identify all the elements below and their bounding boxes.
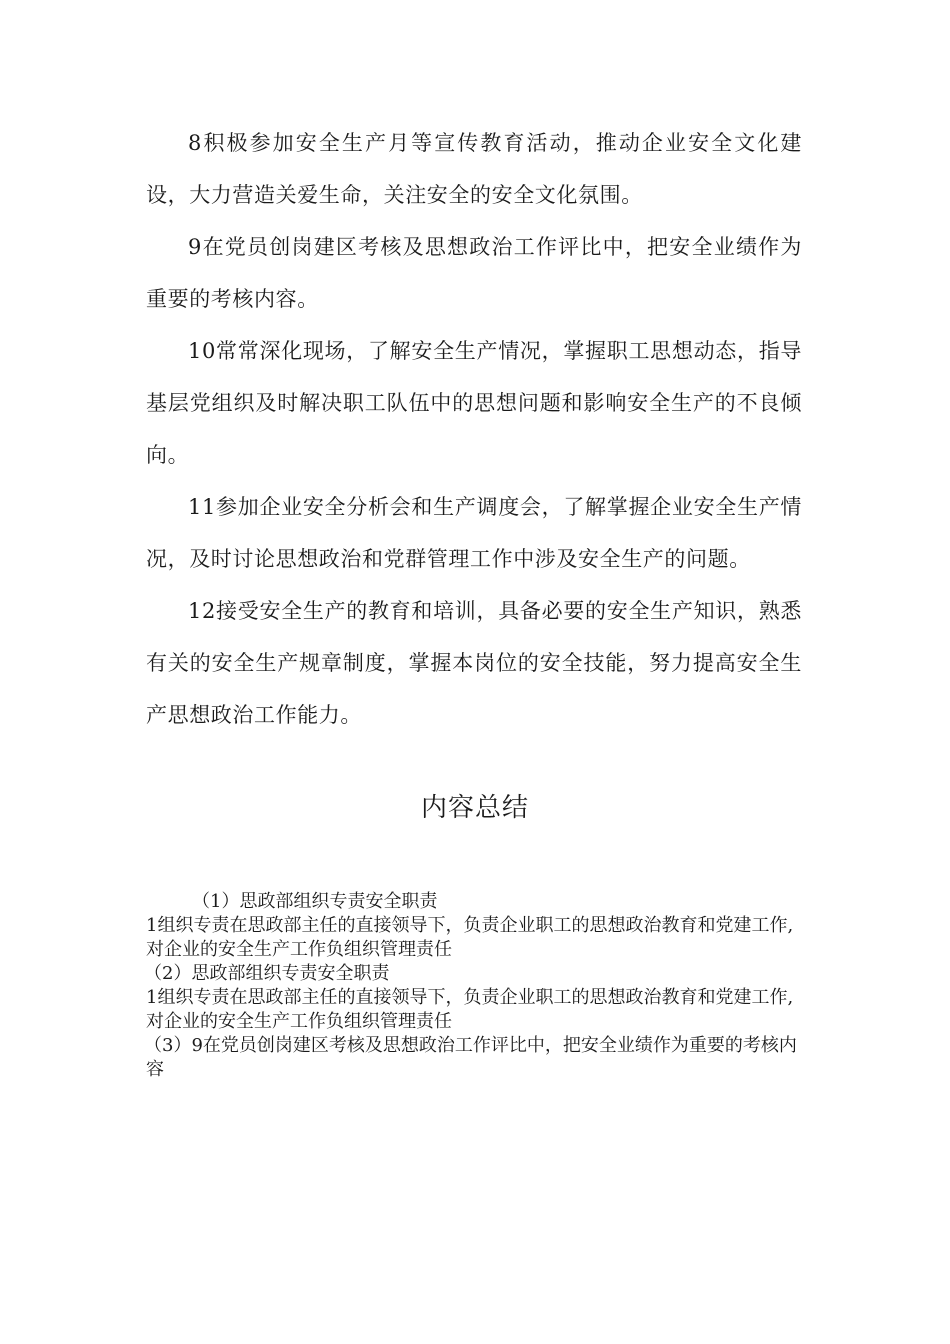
summary-line-2: 1组织专责在思政部主任的直接领导下，负责企业职工的思想政治教育和党建工作,对企业的安全生产工作负组织管理责任	[146, 915, 794, 960]
summary-line-1: （1）思政部组织专责安全职责	[192, 891, 438, 912]
body-text	[146, 117, 802, 741]
summary-line-4: 1组织专责在思政部主任的直接领导下，负责企业职工的思想政治教育和党建工作,对企业的安全生产工作负组织管理责任	[146, 987, 794, 1032]
paragraph-item-9: 9在党员创岗建区考核及思想政治工作评比中，把安全业绩作为重要的考核内容。	[146, 235, 802, 311]
summary-line-5: （3）9在党员创岗建区考核及思想政治工作评比中，把安全业绩作为重要的考核内容	[144, 1035, 797, 1080]
paragraph-item-10: 10常常深化现场，了解安全生产情况，掌握职工思想动态，指导基层党组织及时解决职工队伍中的思想问题和影响安全生产的不良倾向。	[146, 339, 802, 467]
paragraph-item-11: 11参加企业安全分析会和生产调度会，了解掌握企业安全生产情况，及时讨论思想政治和党群管理工作中涉及安全生产的问题。	[146, 495, 802, 571]
paragraph-item-12: 12接受安全生产的教育和培训，具备必要的安全生产知识，熟悉有关的安全生产规章制度，掌握本岗位的安全技能，努力提高安全生产思想政治工作能力。	[146, 599, 802, 727]
summary-title: 内容总结	[420, 793, 529, 823]
summary-line-3: （2）思政部组织专责安全职责	[144, 963, 390, 984]
paragraph-item-8: 8积极参加安全生产月等宣传教育活动，推动企业安全文化建设，大力营造关爱生命，关注安全的安全文化氛围。	[146, 131, 802, 207]
summary-section	[146, 890, 806, 1082]
